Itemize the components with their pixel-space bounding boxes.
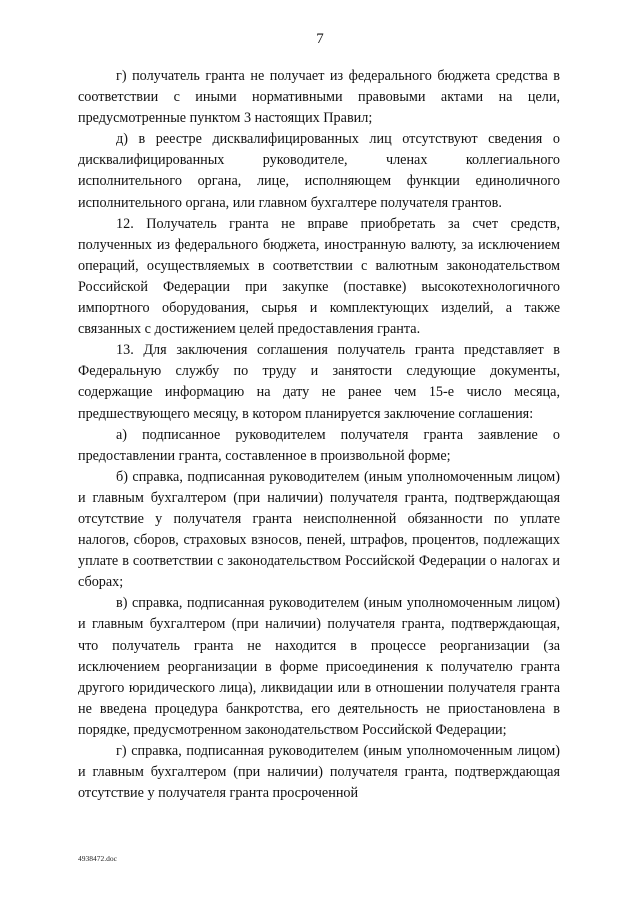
paragraph-a-application: а) подписанное руководителем получателя гранта заявление о предоставлении гранта, составленное в произвольной форме; bbox=[78, 426, 560, 464]
paragraph-g-budget: г) получатель гранта не получает из федерального бюджета средства в соответствии с иными нормативными правовыми актами на цели, предусмотренные пунктом 3 настоящих Правил; bbox=[78, 68, 560, 127]
paragraph-g-overdue-certificate: г) справка, подписанная руководителем (иным уполномоченным лицом) и главным бухгалтером (при наличии) получателя гранта, подтверждающая отсутствие у получателя гранта просроченной bbox=[78, 743, 560, 802]
paragraph-d-registry: д) в реестре дисквалифицированных лиц отсутствуют сведения о дисквалифицированных руководителе, членах коллегиального исполнительного органа, лице, исполняющем функции единоличного исполнительного органа, или главном бухгалтере получателя грантов. bbox=[78, 131, 560, 211]
paragraph-v-reorganization-certificate: в) справка, подписанная руководителем (иным уполномоченным лицом) и главным бухгалтером (при наличии) получателя гранта, подтверждающая, что получатель гранта не находится в процессе реорганизации (за исключением реорганизации в форме присоединения к получателю гранта другого юридического лица), ликвидации или в отношении получателя гранта не введена процедура банкротства, его деятельность не приостановлена в порядке, предусмотренном законодательством Российской Федерации; bbox=[78, 595, 560, 738]
paragraph-13-documents: 13. Для заключения соглашения получатель гранта представляет в Федеральную службу по труду и занятости следующие документы, содержащие информацию на дату не ранее чем 15-е число месяца, предшествующего месяцу, в котором планируется заключение соглашения: bbox=[78, 342, 560, 422]
footer-filename: 4938472.doc bbox=[78, 854, 117, 863]
page-number: 7 bbox=[316, 31, 324, 47]
paragraph-b-tax-certificate: б) справка, подписанная руководителем (иным уполномоченным лицом) и главным бухгалтером (при наличии) получателя гранта, подтверждающая отсутствие у получателя гранта неисполненной обязанности по уплате налогов, сборов, страховых взносов, пеней, штрафов, процентов, подлежащих уплате в соответствии с законодательством Российской Федерации о налогах и сборах; bbox=[78, 468, 560, 591]
paragraph-12-currency: 12. Получатель гранта не вправе приобретать за счет средств, полученных из федерального бюджета, иностранную валюту, за исключением операций, осуществляемых в соответствии с валютным законодательством Российской Федерации при закупке (поставке) высокотехнологичного импортного оборудования, сырья и комплектующих изделий, а также связанных с достижением целей предоставления гранта. bbox=[78, 215, 560, 338]
document-body bbox=[78, 66, 560, 804]
